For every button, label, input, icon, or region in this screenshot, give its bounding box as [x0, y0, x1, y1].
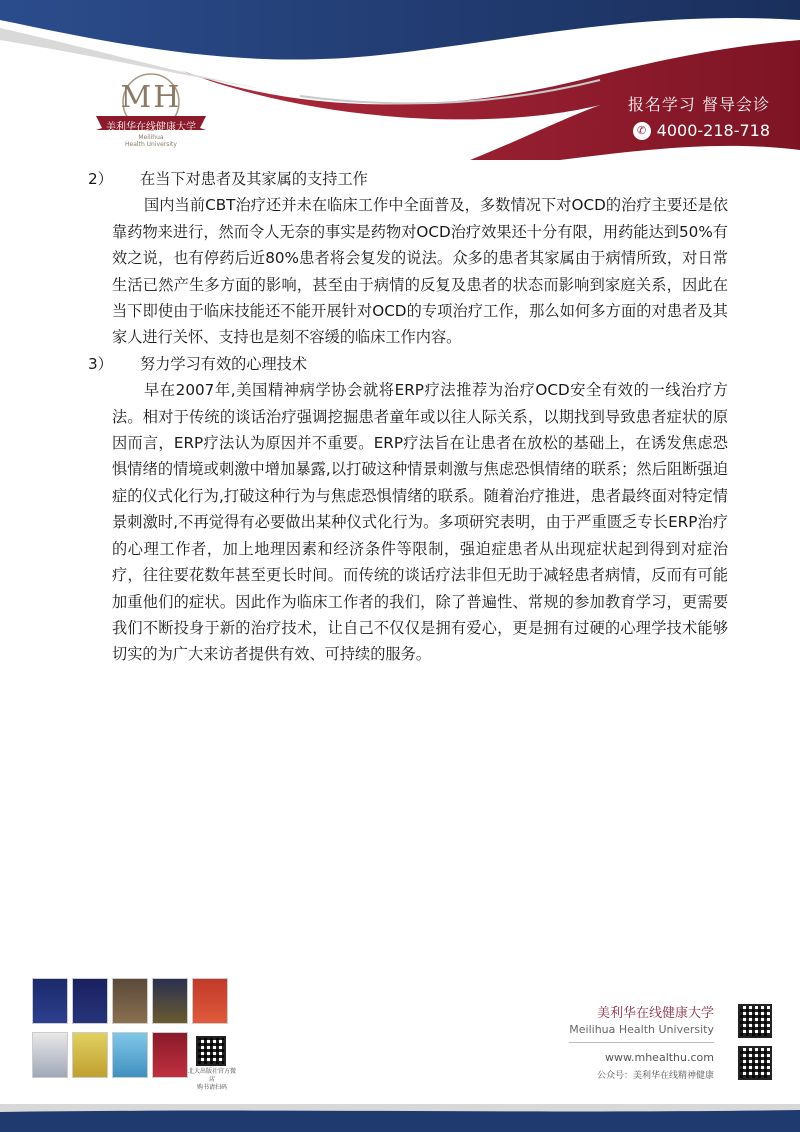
book-cover	[152, 978, 188, 1024]
header-phone	[628, 121, 770, 140]
section-title: 在当下对患者及其家属的支持工作	[140, 170, 368, 188]
footer-university-en: Meilihua Health University	[569, 1023, 714, 1036]
section-number: 3）	[88, 354, 113, 373]
section-number: 2）	[88, 170, 113, 188]
book-gallery	[32, 978, 237, 1091]
qr-code[interactable]	[196, 1036, 226, 1066]
logo-mh: MH	[120, 80, 182, 115]
paragraph-text: 早在2007年,美国精神病学协会就将ERP疗法推荐为治疗OCD安全有效的一线治疗方法。相对于传统的谈话治疗强调挖掘患者童年或以往人际关系，以期找到导致患者症状的原因而言，ERP疗法认为原因并不重要。ERP疗法旨在让患者在放松的基础上，在诱发焦虑恐惧情绪的情境或刺激中增加暴露,以打破这种情景刺激与焦虑恐惧情绪的联系；然后阻断强迫症的仪式化行为,打破这种行为与焦虑恐惧情绪的联系。随着治疗推进，患者最终面对特定情景刺激时,不再觉得有必要做出某种仪式化行为。多项研究表明，由于严重匮乏专长ERP治疗的心理工作者，加上地理因素和经济条件等限制，强迫症患者从出现症状起到得到对症治疗，往往要花数年甚至更长时间。而传统的谈话疗法非但无助于减轻患者病情，反而有可能加重他们的症状。因此作为临床工作者的我们，除了普遍性、常规的参加教育学习，更需要我们不断投身于新的治疗技术，让自己不仅仅是拥有爱心，更是拥有过硬的心理学技术能够切实的为广大来访者提供有效、可持续的服务。	[112, 381, 728, 664]
book-cover	[32, 1032, 68, 1078]
book-cover	[32, 978, 68, 1024]
book-cover	[112, 978, 148, 1024]
header-contact	[628, 92, 770, 140]
qr-caption-line2: 购书请扫码	[196, 1084, 227, 1091]
footer-bar	[0, 1104, 800, 1132]
qr-caption-line1: 北大出版社官方微店	[188, 1068, 237, 1083]
footer-divider	[569, 1042, 714, 1043]
paragraph-text: 国内当前CBT治疗还并未在临床工作中全面普及，多数情况下对OCD的治疗主要还是依靠药物来进行，然而令人无奈的事实是药物对OCD治疗效果还十分有限，用药能达到50%有效之说，也有停药后近80%患者将会复发的说法。众多的患者其家属由于病情所致，对日常生活已然产生多方面的影响，甚至由于病情的反复及患者的状态而影响到家庭关系，因此在当下即使由于临床技能还不能开展针对OCD的专项治疗工作，那么如何多方面的对患者及其家人进行关怀、支持也是刻不容缓的临床工作内容。	[112, 196, 728, 347]
header-slogan: 报名学习 督导会诊	[627, 95, 770, 114]
book-cover	[152, 1032, 188, 1078]
logo-en-line2: Health University	[125, 141, 177, 148]
phone-icon: ✆	[633, 122, 651, 140]
logo-chinese-name: 美利华在线健康大学	[106, 122, 196, 133]
logo	[92, 72, 210, 150]
section-title: 努力学习有效的心理技术	[140, 354, 308, 373]
footer-university: 美利华在线健康大学	[596, 1006, 714, 1021]
section-paragraph	[112, 192, 728, 350]
book-cover	[192, 978, 228, 1024]
book-cover	[72, 978, 108, 1024]
qr-code[interactable]	[738, 1046, 772, 1080]
footer-wechat: 公众号：美利华在线精神健康	[596, 1071, 714, 1081]
qr-code[interactable]	[738, 1004, 772, 1038]
section-paragraph	[112, 377, 728, 667]
logo-en-line1: Meilihua	[138, 134, 164, 141]
footer-website[interactable]: www.mhealthu.com	[605, 1051, 714, 1064]
book-cover	[112, 1032, 148, 1078]
qr-caption	[188, 1068, 236, 1092]
book-cover	[72, 1032, 108, 1078]
section-heading	[88, 351, 728, 377]
footer-info	[569, 1002, 714, 1081]
logo-english-name	[92, 134, 210, 148]
section-heading	[88, 166, 728, 192]
phone-number: 4000-218-718	[656, 121, 770, 140]
article-body	[88, 166, 728, 668]
